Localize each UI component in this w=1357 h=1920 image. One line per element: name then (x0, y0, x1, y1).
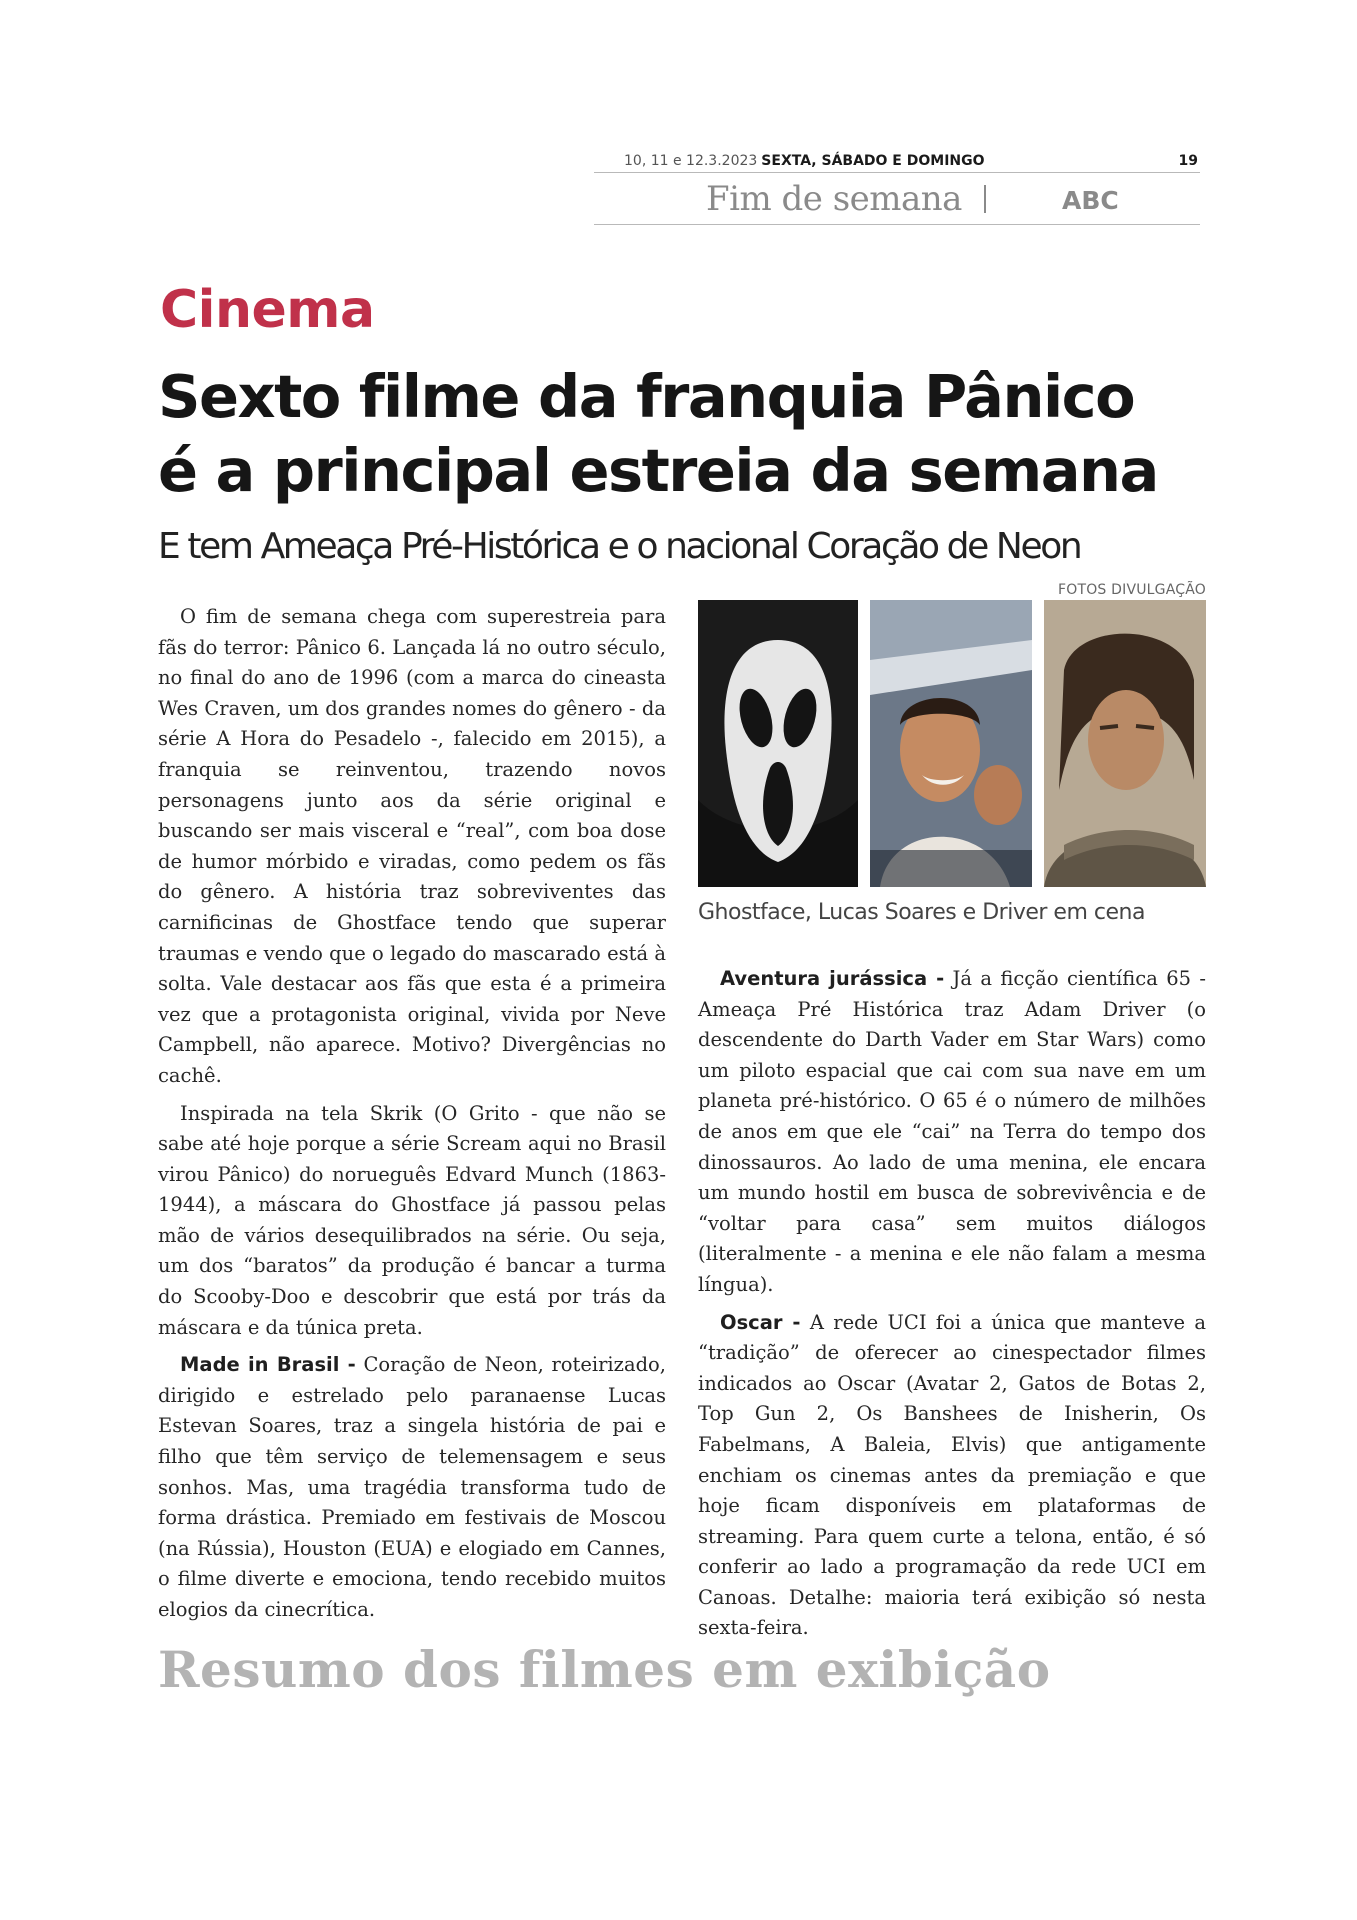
paragraph-lead: Oscar - (720, 1310, 801, 1334)
next-section-title: Resumo dos filmes em exibição (158, 1640, 1051, 1699)
masthead (594, 150, 1200, 225)
article-subheadline: E tem Ameaça Pré-Histórica e o nacional Coração de Neon (158, 526, 1081, 567)
article-paragraph-aventura: Aventura jurássica - Já a ficção científica 65 - Ameaça Pré Histórica traz Adam Driver (o descendente do Darth Vader em Star Wars) como um piloto espacial que cai com sua nave em um planeta pré-histórico. O 65 é o número de milhões de anos em que ele “cai” na Terra do tempo dos dinossauros. Ao lado de uma menina, ele encara um mundo hostil em busca de sobrevivência e de “voltar para casa” sem muitos diálogos (literalmente - a menina e ele não falam a mesma língua). (698, 967, 1207, 1296)
headline-line-2: é a principal estreia da semana (158, 436, 1158, 505)
ghostface-mask-photo (698, 600, 858, 887)
adam-driver-photo (1044, 600, 1206, 887)
page-number: 19 (1178, 153, 1198, 169)
photo-strip (698, 600, 1206, 887)
article-paragraph: O fim de semana chega com superestreia para fãs do terror: Pânico 6. Lançada lá no outro século, no final do ano de 1996 (com a marca do cineasta Wes Craven, um dos grandes nomes do gênero - da série A Hora do Pesadelo -, falecido em 2015), a franquia se reinventou, trazendo novos personagens junto aos da série original e buscando ser mais visceral e “real”, com boa dose de humor mórbido e viradas, como pedem os fãs do gênero. A história traz sobreviventes das carnificinas de Ghostface tendo que superar traumas e vendo que o legado do mascarado está à solta. Vale destacar aos fãs que esta é a primeira vez que a protagonista original, vivida por Neve Campbell, não aparece. Motivo? Divergências no cachê. (158, 605, 666, 1087)
article-headline (158, 360, 1218, 508)
paragraph-lead: Made in Brasil - (180, 1353, 356, 1377)
photo-credit: FOTOS DIVULGAÇÃO (1057, 582, 1206, 598)
section-divider (984, 185, 986, 213)
section-bar (594, 173, 1200, 225)
lucas-soares-photo (870, 600, 1032, 887)
newspaper-logo: ABC (1062, 186, 1119, 215)
headline-line-1: Sexto filme da franquia Pânico (158, 362, 1135, 431)
section-kicker: Cinema (160, 280, 375, 340)
article-paragraph-made-in-brasil: Made in Brasil - Coração de Neon, roteirizado, dirigido e estrelado pelo paranaense Lucas Estevan Soares, traz a singela história de pai e filho que têm serviço de telemensagem e seus sonhos. Mas, uma tragédia transforma tudo de forma drástica. Premiado em festivais de Moscou (na Rússia), Houston (EUA) e elogiado em Cannes, o filme diverte e emociona, tendo recebido muitos elogios da cinecrítica. (158, 1353, 666, 1621)
article-column-left (158, 602, 666, 1633)
section-name: Fim de semana (706, 179, 962, 219)
article-column-right (698, 964, 1206, 1651)
photo-caption: Ghostface, Lucas Soares e Driver em cena (698, 900, 1145, 925)
issue-date: 10, 11 e 12.3.2023 SEXTA, SÁBADO E DOMINGO (624, 153, 985, 169)
paragraph-lead: Aventura jurássica - (720, 967, 945, 990)
issue-days: SEXTA, SÁBADO E DOMINGO (761, 153, 985, 169)
dateline (594, 150, 1200, 173)
article-paragraph-oscar: Oscar - A rede UCI foi a única que manteve a “tradição” de oferecer ao cinespectador filmes indicados ao Oscar (Avatar 2, Gatos de Botas 2, Top Gun 2, Os Banshees de Inisherin, Os Fabelmans, A Baleia, Elvis) que antigamente enchiam os cinemas antes da premiação e que hoje ficam disponíveis em plataformas de streaming. Para quem curte a telona, então, é só conferir ao lado a programação da rede UCI em Canoas. Detalhe: maioria terá exibição só nesta sexta-feira. (698, 1310, 1206, 1640)
article-paragraph: Inspirada na tela Skrik (O Grito - que não se sabe até hoje porque a série Scream aqui no Brasil virou Pânico) do norueguês Edvard Munch (1863-1944), a máscara do Ghostface já passou pelas mão de vários desequilibrados na série. Ou seja, um dos “baratos” da produção é bancar a turma do Scooby-Doo e descobrir que está por trás da máscara e da túnica preta. (158, 1101, 666, 1339)
